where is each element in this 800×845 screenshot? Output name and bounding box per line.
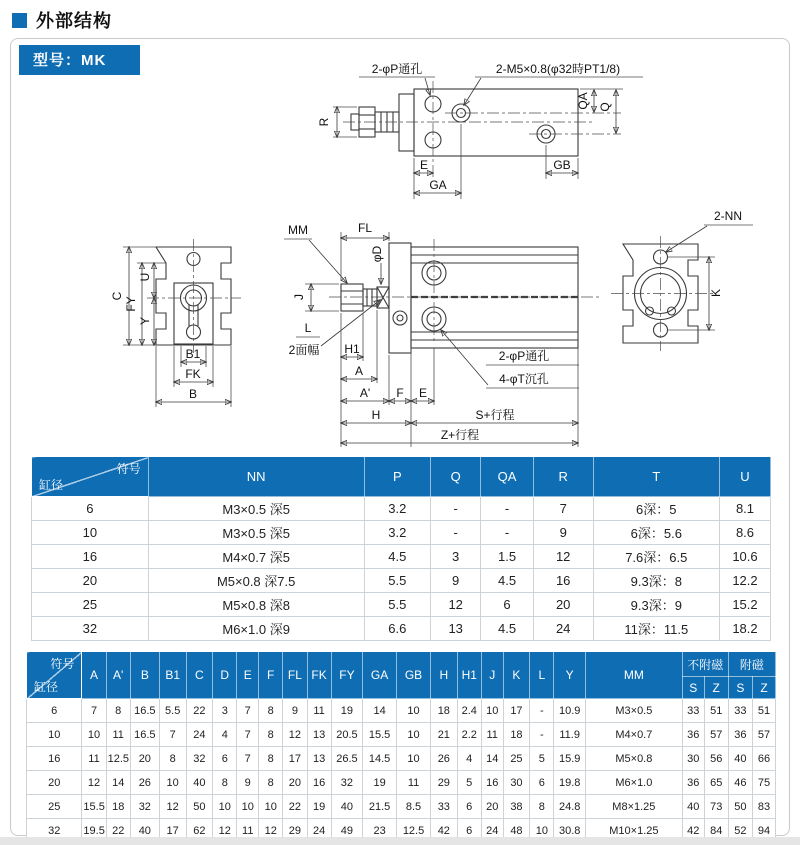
dim-label-s-stroke: S+行程: [475, 408, 515, 422]
t2-col-c: C: [186, 652, 213, 699]
table-cell: 19: [363, 771, 397, 795]
table-cell: 50: [186, 795, 213, 819]
table-cell: 94: [752, 819, 775, 843]
table-cell: 16.5: [130, 723, 159, 747]
table-cell: 6: [213, 747, 237, 771]
dim-label-a: A: [354, 364, 364, 378]
table-cell: 18: [430, 699, 457, 723]
table-cell: M4×0.7: [585, 723, 682, 747]
table-cell: 33: [728, 699, 752, 723]
table-cell: 57: [752, 723, 775, 747]
table-cell: -: [481, 521, 533, 545]
table-cell: 73: [704, 795, 728, 819]
table-cell: M3×0.5 深5: [148, 497, 364, 521]
table-cell: -: [431, 521, 481, 545]
table-cell: 19.8: [554, 771, 585, 795]
table-cell: 10: [397, 699, 431, 723]
table-cell: -: [530, 723, 554, 747]
table-cell: 5: [530, 747, 554, 771]
dim-label-k: K: [709, 288, 723, 298]
table-cell: 8.6: [719, 521, 770, 545]
table-cell: 40: [186, 771, 213, 795]
dim-label-e-top: E: [419, 158, 429, 172]
bore-cell: 6: [32, 497, 149, 521]
bore-cell: 32: [32, 617, 149, 641]
table-cell: 21.5: [363, 795, 397, 819]
table-cell: 10.9: [554, 699, 585, 723]
table-cell: 6.6: [364, 617, 431, 641]
table-cell: 15.5: [82, 795, 106, 819]
t2-col-fl: FL: [283, 652, 307, 699]
t1-corner-cell: [32, 457, 149, 497]
bore-cell: 10: [32, 521, 149, 545]
table-cell: 11: [307, 699, 331, 723]
table-cell: 40: [728, 747, 752, 771]
table-cell: 56: [704, 747, 728, 771]
front-view-drawing: [284, 221, 601, 447]
table-cell: 57: [704, 723, 728, 747]
table-cell: 24: [533, 617, 593, 641]
table-row: [27, 699, 776, 723]
dim-label-ga: GA: [429, 178, 447, 192]
top-view-drawing: [317, 61, 643, 199]
table-cell: 15.2: [719, 593, 770, 617]
dim-label-q: Q: [598, 102, 612, 112]
page-title-text: 外部结构: [36, 11, 112, 31]
table-cell: 6: [457, 819, 481, 843]
table-cell: 30: [682, 747, 704, 771]
table-cell: 3.2: [364, 521, 431, 545]
table-cell: 24: [186, 723, 213, 747]
t1-col-r: R: [533, 457, 593, 497]
dim-label-e-front: E: [418, 386, 428, 400]
table-cell: 51: [752, 699, 775, 723]
label-nn-ports: 2-NN: [713, 209, 743, 223]
table-cell: 19.5: [82, 819, 106, 843]
table-cell: 20: [481, 795, 503, 819]
t2-col-d: D: [213, 652, 237, 699]
bore-cell: 16: [32, 545, 149, 569]
t2-corner-symbol-label: 符号: [50, 657, 75, 671]
table-cell: M5×0.8 深8: [148, 593, 364, 617]
table-cell: 24: [307, 819, 331, 843]
table-row: [32, 617, 771, 641]
table-cell: 7: [159, 723, 186, 747]
table-cell: 16.5: [130, 699, 159, 723]
table-cell: 16: [307, 771, 331, 795]
label-through-holes-front: 2-φP通孔: [498, 349, 550, 363]
table-cell: 75: [752, 771, 775, 795]
table-row: [27, 795, 776, 819]
table-cell: -: [530, 699, 554, 723]
dim-label-l: L: [304, 321, 312, 335]
table-cell: M6×1.0: [585, 771, 682, 795]
table-cell: 5.5: [364, 569, 431, 593]
table-cell: 9.3深：8: [593, 569, 719, 593]
t1-col-t: T: [593, 457, 719, 497]
table-cell: 12: [213, 819, 237, 843]
t2-subcol-z1: Z: [704, 677, 728, 699]
table-row: [27, 723, 776, 747]
table-cell: 33: [430, 795, 457, 819]
table-cell: 17: [283, 747, 307, 771]
table-cell: M8×1.25: [585, 795, 682, 819]
table-cell: 36: [682, 771, 704, 795]
table-cell: 26: [430, 747, 457, 771]
table-cell: 22: [283, 795, 307, 819]
table-cell: 36: [728, 723, 752, 747]
dim-label-c: C: [110, 291, 124, 301]
dim-label-b1: B1: [185, 347, 201, 361]
table-cell: 12: [82, 771, 106, 795]
t1-col-u: U: [719, 457, 770, 497]
table-cell: M4×0.7 深5: [148, 545, 364, 569]
table-cell: 62: [186, 819, 213, 843]
table-cell: 83: [752, 795, 775, 819]
table-cell: 2.2: [457, 723, 481, 747]
table-cell: 15.9: [554, 747, 585, 771]
t2-col-a2: A': [106, 652, 130, 699]
table-cell: 5.5: [364, 593, 431, 617]
t2-subcol-z2: Z: [752, 677, 775, 699]
t2-corner-bore-label: 缸径: [34, 680, 59, 694]
table-row: [27, 771, 776, 795]
label-port-thread: 2-M5×0.8(φ32時PT1/8): [495, 62, 621, 76]
table-cell: 20: [130, 747, 159, 771]
bore-cell: 16: [27, 747, 82, 771]
dim-label-z-stroke: Z+行程: [440, 428, 480, 442]
table-cell: 10: [397, 723, 431, 747]
table-cell: 8: [259, 699, 283, 723]
cylinder-dimension-drawing: [11, 49, 791, 449]
label-counterbore-holes: 4-φT沉孔: [499, 372, 549, 386]
table-cell: 8: [530, 795, 554, 819]
table-cell: M5×0.8 深7.5: [148, 569, 364, 593]
table-cell: 8: [259, 747, 283, 771]
table-cell: 40: [682, 795, 704, 819]
table-cell: 8: [259, 723, 283, 747]
table-cell: M3×0.5: [585, 699, 682, 723]
table-cell: -: [481, 497, 533, 521]
dim-label-fl: FL: [357, 221, 373, 235]
table-cell: 4: [213, 723, 237, 747]
table-cell: 4.5: [364, 545, 431, 569]
table-row: [32, 569, 771, 593]
dim-label-fy: FY: [124, 296, 138, 312]
table-cell: 7: [237, 699, 259, 723]
table-cell: 40: [331, 795, 362, 819]
table-cell: 16: [533, 569, 593, 593]
dim-label-qa: QA: [576, 92, 590, 110]
table-cell: 36: [682, 723, 704, 747]
label-mm: MM: [288, 223, 308, 237]
table-cell: 19: [307, 795, 331, 819]
table-cell: 16: [481, 771, 503, 795]
title-bullet-square: [12, 13, 27, 28]
table-cell: 10: [481, 699, 503, 723]
table-cell: 10: [397, 747, 431, 771]
table-cell: 11.9: [554, 723, 585, 747]
table-cell: 6深：5: [593, 497, 719, 521]
table-cell: 23: [363, 819, 397, 843]
table-cell: 22: [106, 819, 130, 843]
table-cell: 33: [682, 699, 704, 723]
page-bottom-strip: [0, 837, 800, 845]
table-cell: 7: [237, 747, 259, 771]
t1-corner-bore-label: 缸径: [39, 478, 64, 492]
dim-label-r: R: [317, 117, 331, 127]
table-cell: 13: [307, 747, 331, 771]
table-cell: 9: [283, 699, 307, 723]
t2-col-j: J: [481, 652, 503, 699]
table-cell: 49: [331, 819, 362, 843]
table-cell: 4: [457, 747, 481, 771]
table-cell: 11: [82, 747, 106, 771]
dim-label-phi-d: φD: [370, 245, 384, 263]
table-cell: 10.6: [719, 545, 770, 569]
t2-col-e: E: [237, 652, 259, 699]
t2-corner-cell: [27, 652, 82, 699]
table-cell: 10: [213, 795, 237, 819]
dim-label-y: Y: [138, 316, 152, 326]
table-cell: 11: [481, 723, 503, 747]
table-cell: 10: [159, 771, 186, 795]
table-cell: 10: [237, 795, 259, 819]
t2-col-gb: GB: [397, 652, 431, 699]
dimension-table-detail: [26, 651, 776, 843]
table-cell: 50: [728, 795, 752, 819]
table-cell: 1.5: [481, 545, 533, 569]
table-cell: 7: [533, 497, 593, 521]
table-cell: 4.5: [481, 569, 533, 593]
table-cell: 17: [503, 699, 530, 723]
t1-col-p: P: [364, 457, 431, 497]
table-cell: 38: [503, 795, 530, 819]
t2-col-b: B: [130, 652, 159, 699]
side-view-drawing: [110, 239, 241, 407]
bore-cell: 20: [32, 569, 149, 593]
table-cell: 10: [82, 723, 106, 747]
bore-cell: 10: [27, 723, 82, 747]
dim-label-f: F: [396, 386, 404, 400]
t2-subcol-s2: S: [728, 677, 752, 699]
table-cell: 13: [307, 723, 331, 747]
table-cell: M5×0.8: [585, 747, 682, 771]
table-cell: 6: [457, 795, 481, 819]
t2-col-h: H: [430, 652, 457, 699]
page-title: [12, 7, 112, 33]
t2-col-h1: H1: [457, 652, 481, 699]
table-cell: 12: [283, 723, 307, 747]
t1-col-qa: QA: [481, 457, 533, 497]
dim-label-h1: H1: [344, 342, 360, 356]
table-cell: 25: [503, 747, 530, 771]
table-cell: 13: [431, 617, 481, 641]
table-row: [32, 545, 771, 569]
table-row: [32, 521, 771, 545]
dim-label-u: U: [138, 272, 152, 282]
table-cell: 32: [186, 747, 213, 771]
label-through-holes-top: 2-φP通孔: [371, 62, 423, 76]
table-cell: 48: [503, 819, 530, 843]
t2-subcol-s1: S: [682, 677, 704, 699]
table-cell: 42: [430, 819, 457, 843]
dim-label-fk: FK: [185, 367, 201, 381]
table-cell: 8: [259, 771, 283, 795]
bore-cell: 25: [27, 795, 82, 819]
bore-cell: 6: [27, 699, 82, 723]
table-row: [27, 747, 776, 771]
table-cell: 40: [130, 819, 159, 843]
table-cell: 26.5: [331, 747, 362, 771]
t2-col-y: Y: [554, 652, 585, 699]
table-cell: 3: [431, 545, 481, 569]
table-row: [32, 497, 771, 521]
table-row: [32, 593, 771, 617]
table-cell: 52: [728, 819, 752, 843]
table-cell: 8: [213, 771, 237, 795]
table-cell: 9.3深：9: [593, 593, 719, 617]
t1-corner-symbol-label: 符号: [116, 462, 141, 476]
table-cell: 4.5: [481, 617, 533, 641]
table-cell: 18: [503, 723, 530, 747]
dim-label-gb: GB: [553, 158, 571, 172]
table-cell: 8: [159, 747, 186, 771]
table-cell: 18: [106, 795, 130, 819]
label-wrench-flats: 2面幅: [288, 343, 320, 357]
dimension-table-main: [31, 456, 771, 641]
bore-cell: 20: [27, 771, 82, 795]
table-cell: 20.5: [331, 723, 362, 747]
dim-label-h: H: [371, 408, 381, 422]
dim-label-b: B: [188, 387, 198, 401]
bore-cell: 25: [32, 593, 149, 617]
table-cell: M3×0.5 深5: [148, 521, 364, 545]
t2-col-f: F: [259, 652, 283, 699]
table-cell: M10×1.25: [585, 819, 682, 843]
table-cell: 12: [533, 545, 593, 569]
table-cell: 11深：11.5: [593, 617, 719, 641]
table-cell: 7: [82, 699, 106, 723]
table-cell: 66: [752, 747, 775, 771]
bore-cell: 32: [27, 819, 82, 843]
table-cell: 12: [159, 795, 186, 819]
table-cell: 14: [481, 747, 503, 771]
table-cell: 12.5: [397, 819, 431, 843]
table-cell: 14.5: [363, 747, 397, 771]
table-cell: 11: [106, 723, 130, 747]
table-cell: 8.1: [719, 497, 770, 521]
table-cell: 10: [530, 819, 554, 843]
table-cell: M6×1.0 深9: [148, 617, 364, 641]
table-cell: 14: [363, 699, 397, 723]
table-cell: 10: [259, 795, 283, 819]
dim-label-a-prime: A': [359, 386, 371, 400]
table-cell: 21: [430, 723, 457, 747]
t2-col-k: K: [503, 652, 530, 699]
table-cell: -: [431, 497, 481, 521]
table-cell: 24.8: [554, 795, 585, 819]
t1-col-nn: NN: [148, 457, 364, 497]
t2-col-ga: GA: [363, 652, 397, 699]
table-cell: 17: [159, 819, 186, 843]
t2-col-b1: B1: [159, 652, 186, 699]
table-cell: 12: [431, 593, 481, 617]
table-cell: 12: [259, 819, 283, 843]
table-cell: 29: [283, 819, 307, 843]
table-cell: 3: [213, 699, 237, 723]
table-cell: 30.8: [554, 819, 585, 843]
table-cell: 3.2: [364, 497, 431, 521]
t2-col-l: L: [530, 652, 554, 699]
table-cell: 84: [704, 819, 728, 843]
table-cell: 11: [237, 819, 259, 843]
table-cell: 8: [106, 699, 130, 723]
content-panel: [10, 38, 790, 836]
table-cell: 14: [106, 771, 130, 795]
table-cell: 12.2: [719, 569, 770, 593]
t2-group-magnet: 附磁: [728, 652, 775, 677]
t2-group-no-magnet: 不附磁: [682, 652, 728, 677]
t2-col-fk: FK: [307, 652, 331, 699]
table-cell: 6: [530, 771, 554, 795]
table-cell: 11: [397, 771, 431, 795]
table-cell: 20: [533, 593, 593, 617]
table-cell: 20: [283, 771, 307, 795]
t1-col-q: Q: [431, 457, 481, 497]
table-cell: 7.6深：6.5: [593, 545, 719, 569]
table-cell: 2.4: [457, 699, 481, 723]
t2-col-fy: FY: [331, 652, 362, 699]
table-cell: 19: [331, 699, 362, 723]
table-cell: 5.5: [159, 699, 186, 723]
end-view-drawing: [611, 209, 753, 351]
table-cell: 30: [503, 771, 530, 795]
table-cell: 51: [704, 699, 728, 723]
t2-col-a: A: [82, 652, 106, 699]
table-cell: 5: [457, 771, 481, 795]
table-cell: 15.5: [363, 723, 397, 747]
table-cell: 6: [481, 593, 533, 617]
table-cell: 24: [481, 819, 503, 843]
model-badge: 型号：MK: [19, 45, 140, 75]
t2-col-mm: MM: [585, 652, 682, 699]
table-cell: 18.2: [719, 617, 770, 641]
table-cell: 29: [430, 771, 457, 795]
table-cell: 8.5: [397, 795, 431, 819]
table-cell: 32: [130, 795, 159, 819]
table-cell: 32: [331, 771, 362, 795]
table-cell: 46: [728, 771, 752, 795]
table-cell: 9: [237, 771, 259, 795]
table-cell: 26: [130, 771, 159, 795]
dim-label-j: J: [292, 294, 306, 300]
table-cell: 12.5: [106, 747, 130, 771]
table-cell: 9: [533, 521, 593, 545]
table-cell: 7: [237, 723, 259, 747]
table-cell: 22: [186, 699, 213, 723]
table-cell: 42: [682, 819, 704, 843]
table-cell: 9: [431, 569, 481, 593]
table-cell: 65: [704, 771, 728, 795]
table-cell: 6深：5.6: [593, 521, 719, 545]
